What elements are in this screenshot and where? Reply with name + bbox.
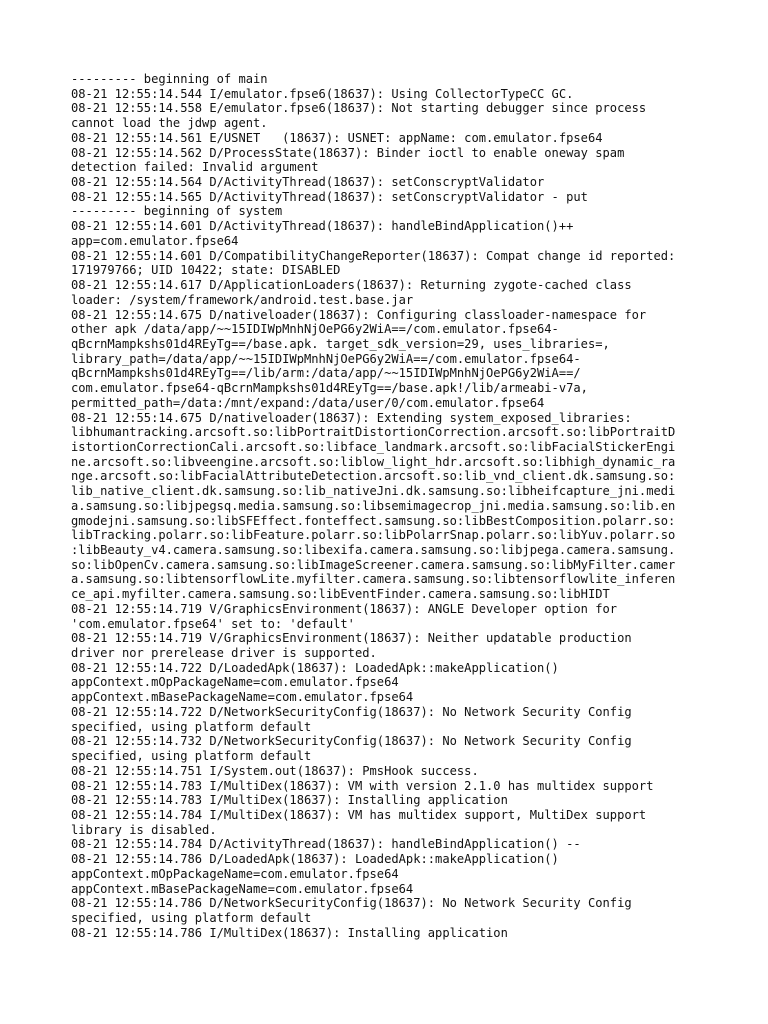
- log-line: 08-21 12:55:14.719 V/GraphicsEnvironment(18637): Neither updatable production: [71, 631, 632, 646]
- log-line: 08-21 12:55:14.751 I/System.out(18637): PmsHook success.: [71, 763, 479, 778]
- log-line: appContext.mBasePackageName=com.emulator.fpse64: [71, 690, 414, 705]
- log-line: 171979766; UID 10422; state: DISABLED: [71, 263, 341, 278]
- log-line: :libBeauty_v4.camera.samsung.so:libexifa.camera.samsung.so:libjpega.camera.samsung.: [71, 543, 676, 557]
- log-line: 08-21 12:55:14.675 D/nativeloader(18637): Extending system_exposed_libraries:: [71, 410, 632, 425]
- log-output: [71, 72, 701, 940]
- log-line: 08-21 12:55:14.784 I/MultiDex(18637): VM has multidex support, MultiDex support: [71, 807, 647, 822]
- log-line: driver nor prerelease driver is supported.: [71, 646, 377, 661]
- log-line: appContext.mOpPackageName=com.emulator.fpse64: [71, 866, 399, 881]
- log-line: nge.arcsoft.so:libFacialAttributeDetection.arcsoft.so:lib_vnd_client.dk.samsung.so:: [71, 469, 676, 484]
- log-line: appContext.mBasePackageName=com.emulator.fpse64: [71, 881, 414, 896]
- log-line: 08-21 12:55:14.561 E/USNET (18637): USNET: appName: com.emulator.fpse64: [71, 130, 603, 145]
- log-line: --------- beginning of system: [71, 204, 283, 219]
- log-line: --------- beginning of main: [71, 72, 268, 86]
- log-line: 08-21 12:55:14.617 D/ApplicationLoaders(18637): Returning zygote-cached class: [71, 278, 632, 293]
- log-line: qBcrnMampkshs01d4REyTg==/base.apk. target_sdk_version=29, uses_libraries=,: [71, 336, 610, 351]
- log-line: appContext.mOpPackageName=com.emulator.fpse64: [71, 675, 399, 690]
- log-line: ne.arcsoft.so:libveengine.arcsoft.so:liblow_light_hdr.arcsoft.so:libhigh_dynamic_ra: [71, 454, 676, 469]
- log-line: 08-21 12:55:14.601 D/ActivityThread(18637): handleBindApplication()++: [71, 219, 574, 234]
- log-line: ce_api.myfilter.camera.samsung.so:libEventFinder.camera.samsung.so:libHIDT: [71, 587, 610, 602]
- log-line: loader: /system/framework/android.test.base.jar: [71, 292, 414, 307]
- log-line: 08-21 12:55:14.783 I/MultiDex(18637): VM with version 2.1.0 has multidex support: [71, 778, 654, 793]
- log-line: 08-21 12:55:14.786 I/MultiDex(18637): Installing application: [71, 925, 508, 940]
- log-line: 08-21 12:55:14.784 D/ActivityThread(18637): handleBindApplication() --: [71, 837, 581, 852]
- log-line: libhumantracking.arcsoft.so:libPortraitDistortionCorrection.arcsoft.so:libPortraitD: [71, 425, 676, 440]
- log-line: cannot load the jdwp agent.: [71, 116, 268, 131]
- log-line: library_path=/data/app/~~15IDIWpMnhNjOePG6y2WiA==/com.emulator.fpse64-: [71, 351, 581, 366]
- log-line: 08-21 12:55:14.786 D/LoadedApk(18637): LoadedApk::makeApplication(): [71, 852, 559, 867]
- log-line: 08-21 12:55:14.564 D/ActivityThread(18637): setConscryptValidator: [71, 175, 545, 190]
- log-line: permitted_path=/data:/mnt/expand:/data/user/0/com.emulator.fpse64: [71, 395, 545, 410]
- log-line: 08-21 12:55:14.601 D/CompatibilityChangeReporter(18637): Compat change id reported:: [71, 248, 676, 263]
- log-line: specified, using platform default: [71, 910, 312, 925]
- log-line: 08-21 12:55:14.562 D/ProcessState(18637): Binder ioctl to enable oneway spam: [71, 145, 625, 160]
- log-line: 08-21 12:55:14.786 D/NetworkSecurityConfig(18637): No Network Security Config: [71, 896, 632, 911]
- log-line: a.samsung.so:libjpegsq.media.samsung.so:libsemimagecrop_jni.media.samsung.so:lib.en: [71, 498, 676, 513]
- log-line: a.samsung.so:libtensorflowLite.myfilter.camera.samsung.so:libtensorflowlite_inferen: [71, 572, 676, 587]
- log-line: qBcrnMampkshs01d4REyTg==/lib/arm:/data/app/~~15IDIWpMnhNjOePG6y2WiA==/: [71, 366, 581, 381]
- log-line: 08-21 12:55:14.732 D/NetworkSecurityConfig(18637): No Network Security Config: [71, 734, 632, 749]
- log-line: 08-21 12:55:14.558 E/emulator.fpse6(18637): Not starting debugger since process: [71, 101, 647, 116]
- log-line: 08-21 12:55:14.783 I/MultiDex(18637): Installing application: [71, 793, 508, 808]
- log-line: so:libOpenCv.camera.samsung.so:libImageScreener.camera.samsung.so:libMyFilter.camer: [71, 557, 676, 572]
- log-line: 08-21 12:55:14.722 D/LoadedApk(18637): LoadedApk::makeApplication(): [71, 660, 559, 675]
- log-line: detection failed: Invalid argument: [71, 160, 319, 175]
- log-line: 08-21 12:55:14.722 D/NetworkSecurityConfig(18637): No Network Security Config: [71, 704, 632, 719]
- log-line: lib_native_client.dk.samsung.so:lib_nativeJni.dk.samsung.so:libheifcapture_jni.medi: [71, 484, 676, 499]
- log-line: 08-21 12:55:14.544 I/emulator.fpse6(18637): Using CollectorTypeCC GC.: [71, 86, 574, 101]
- log-line: 'com.emulator.fpse64' set to: 'default': [71, 616, 355, 631]
- log-line: specified, using platform default: [71, 749, 312, 764]
- log-line: libTracking.polarr.so:libFeature.polarr.so:libPolarrSnap.polarr.so:libYuv.polarr.so: [71, 528, 676, 543]
- log-line: library is disabled.: [71, 822, 217, 837]
- log-line: gmodejni.samsung.so:libSFEffect.fonteffect.samsung.so:libBestComposition.polarr.so:: [71, 513, 676, 528]
- log-line: other apk /data/app/~~15IDIWpMnhNjOePG6y2WiA==/com.emulator.fpse64-: [71, 322, 559, 337]
- log-line: istortionCorrectionCali.arcsoft.so:libface_landmark.arcsoft.so:libFacialStickerEngi: [71, 439, 676, 454]
- log-line: com.emulator.fpse64-qBcrnMampkshs01d4REyTg==/base.apk!/lib/armeabi-v7a,: [71, 381, 588, 396]
- log-line: 08-21 12:55:14.719 V/GraphicsEnvironment(18637): ANGLE Developer option for: [71, 601, 618, 616]
- log-line: specified, using platform default: [71, 719, 312, 734]
- log-line: app=com.emulator.fpse64: [71, 233, 239, 248]
- log-line: 08-21 12:55:14.565 D/ActivityThread(18637): setConscryptValidator - put: [71, 189, 588, 204]
- log-line: 08-21 12:55:14.675 D/nativeloader(18637): Configuring classloader-namespace for: [71, 307, 647, 322]
